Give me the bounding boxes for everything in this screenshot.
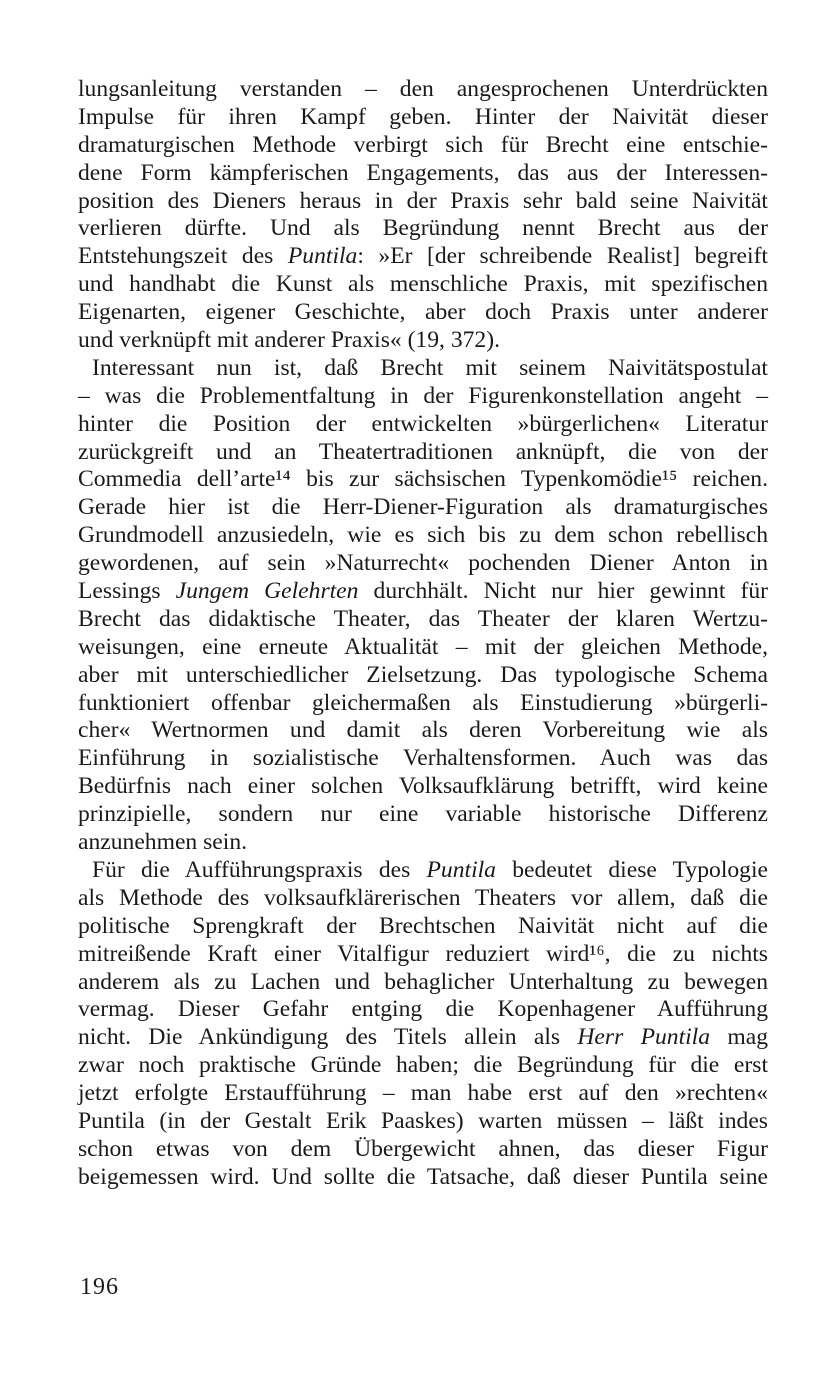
text-line: weisungen, eine erneute Aktualität – mit der gleichen Methode, [78,633,768,660]
text-line: verlieren dürfte. Und als Begründung nennt Brecht aus der [78,215,768,242]
page-body [78,76,768,1192]
text-line: zurückgreift und an Theatertraditionen anknüpft, die von der [78,438,768,465]
text-line: jetzt erfolgte Erstaufführung – man habe erst auf den »rechten« [78,1080,768,1107]
paragraph-2 [78,355,768,857]
text-line: Interessant nun ist, daß Brecht mit seinem Naivitätspostulat [92,354,768,381]
text-line: prinzipielle, sondern nur eine variable historische Differenz [78,801,768,828]
text-line: cher« Wertnormen und damit als deren Vorbereitung wie als [78,717,768,744]
text-line: position des Dieners heraus in der Praxis sehr bald seine Naivität [78,187,768,214]
text-line: und verknüpft mit anderer Praxis« (19, 372). [78,327,500,354]
text-line: dene Form kämpferischen Engagements, das aus der Interessen- [78,159,768,186]
text-line: politische Sprengkraft der Brechtschen Naivität nicht auf die [78,912,768,939]
text-line: Eigenarten, eigener Geschichte, aber doch Praxis unter anderer [78,299,768,326]
text-line: Grundmodell anzusiedeln, wie es sich bis zu dem schon rebellisch [78,522,768,549]
text-line: als Methode des volksaufklärerischen Theaters vor allem, daß die [78,884,768,911]
text-line: schon etwas von dem Übergewicht ahnen, das dieser Figur [78,1135,768,1162]
text-line: lungsanleitung verstanden – den angesprochenen Unterdrückten [78,76,768,102]
paragraph-1 [78,76,768,355]
text-line: hinter die Position der entwickelten »bürgerlichen« Literatur [78,410,768,437]
text-line: Entstehungszeit des Puntila: »Er [der schreibende Realist] begreift [78,243,768,270]
text-line: Commedia dell’arte¹⁴ bis zur sächsischen Typenkomödie¹⁵ reichen. [78,466,768,493]
text-line: und handhabt die Kunst als menschliche Praxis, mit spezifischen [78,271,768,298]
text-line: Bedürfnis nach einer solchen Volksaufklärung betrifft, wird keine [78,773,768,800]
text-line: mitreißende Kraft einer Vitalfigur reduziert wird¹⁶, die zu nichts [78,940,768,967]
text-line: Brecht das didaktische Theater, das Theater der klaren Wertzu- [78,605,768,632]
text-line: Puntila (in der Gestalt Erik Paaskes) warten müssen – läßt indes [78,1107,768,1134]
text-line: Gerade hier ist die Herr-Diener-Figuration als dramaturgisches [78,494,768,521]
text-line: Für die Aufführungspraxis des Puntila bedeutet diese Typologie [92,856,768,883]
text-line: nicht. Die Ankündigung des Titels allein als Herr Puntila mag [78,1024,768,1051]
text-line: zwar noch praktische Gründe haben; die Begründung für die erst [78,1052,768,1079]
text-line: Impulse für ihren Kampf geben. Hinter der Naivität dieser [78,103,768,130]
text-line: anzunehmen sein. [78,829,248,856]
text-line: – was die Problementfaltung in der Figurenkonstellation angeht – [78,382,768,409]
text-line: vermag. Dieser Gefahr entging die Kopenhagener Aufführung [78,996,768,1023]
page-number: 196 [80,1274,119,1300]
text-line: beigemessen wird. Und sollte die Tatsache, daß dieser Puntila seine [78,1163,768,1190]
text-line: anderem als zu Lachen und behaglicher Unterhaltung zu bewegen [78,968,768,995]
text-line: aber mit unterschiedlicher Zielsetzung. Das typologische Schema [78,661,768,688]
text-line: funktioniert offenbar gleichermaßen als Einstudierung »bürgerli- [78,689,768,716]
paragraph-3 [78,857,768,1192]
text-line: Einführung in sozialistische Verhaltensformen. Auch was das [78,745,768,772]
text-line: gewordenen, auf sein »Naturrecht« pochenden Diener Anton in [78,550,768,577]
text-line: Lessings Jungem Gelehrten durchhält. Nicht nur hier gewinnt für [78,578,768,605]
text-line: dramaturgischen Methode verbirgt sich für Brecht eine entschie- [78,131,768,158]
